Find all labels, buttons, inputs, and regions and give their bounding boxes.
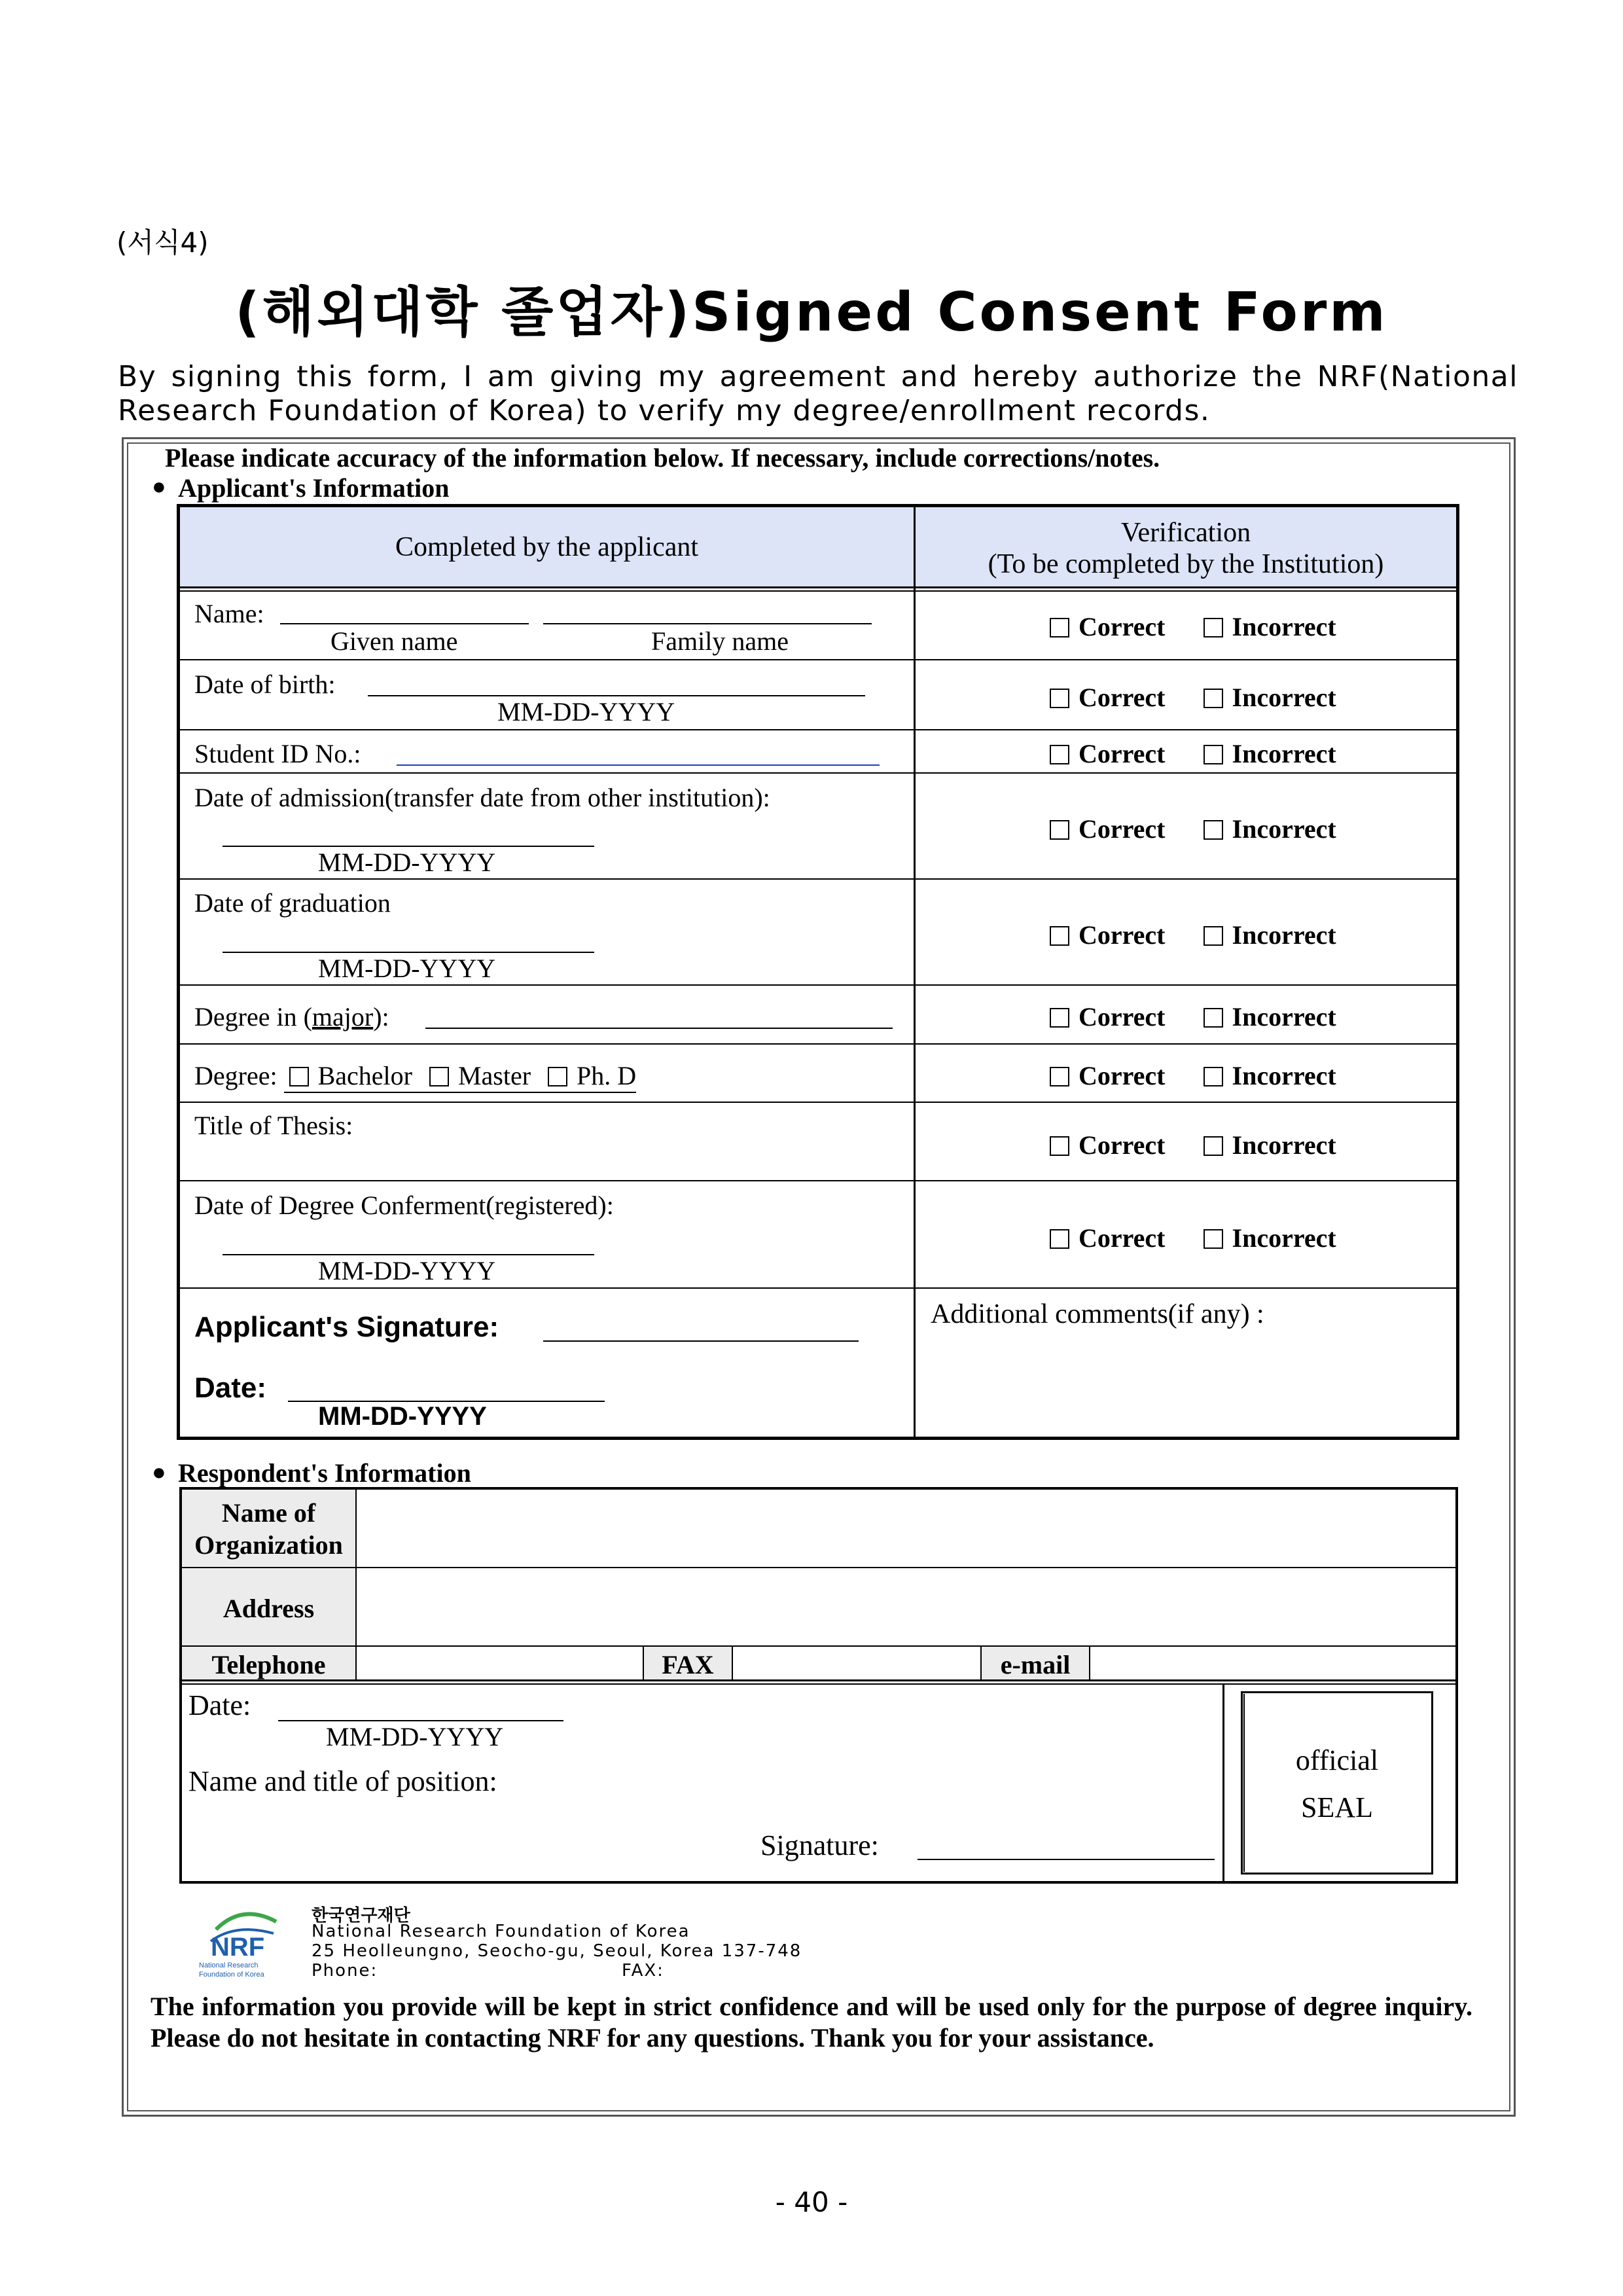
verify-admission — [1050, 814, 1336, 844]
major-field[interactable] — [425, 1028, 893, 1029]
correct-checkbox[interactable] — [1050, 689, 1069, 708]
col-header-verification: Verification — [1120, 518, 1251, 548]
table-divider — [182, 1679, 1455, 1681]
incorrect-label: Incorrect — [1232, 1002, 1336, 1031]
nrf-logo-text: NRF — [211, 1933, 265, 1962]
table-divider — [180, 590, 1456, 592]
applicant-date-hint: MM-DD-YYYY — [318, 1402, 487, 1431]
correct-checkbox[interactable] — [1050, 1008, 1069, 1028]
incorrect-checkbox[interactable] — [1204, 1229, 1223, 1249]
given-name-field[interactable] — [280, 623, 529, 624]
master-checkbox[interactable] — [429, 1067, 449, 1086]
incorrect-checkbox[interactable] — [1204, 820, 1223, 840]
table-divider — [180, 878, 1456, 880]
nrf-address: 25 Heolleungno, Seocho-gu, Seoul, Korea 137-748 — [312, 1941, 802, 1961]
conferment-label: Date of Degree Conferment(registered): — [194, 1191, 614, 1220]
dob-label: Date of birth: — [194, 670, 336, 699]
org-name-label: Name of — [221, 1498, 316, 1528]
respondent-date-label: Date: — [188, 1689, 251, 1721]
correct-label: Correct — [1079, 612, 1166, 641]
correct-checkbox[interactable] — [1050, 1067, 1069, 1086]
table-divider — [182, 1567, 1455, 1568]
verify-thesis — [1050, 1130, 1336, 1160]
respondent-signature-label: Signature: — [760, 1829, 879, 1861]
degree-row — [194, 1060, 636, 1091]
telephone-field[interactable] — [359, 1648, 640, 1678]
applicant-section-heading: Applicant's Information — [178, 473, 450, 503]
correct-label: Correct — [1079, 1223, 1166, 1253]
name-title-field[interactable] — [589, 1761, 1204, 1797]
master-label: Master — [457, 1061, 531, 1090]
incorrect-checkbox[interactable] — [1204, 618, 1223, 637]
verify-dob — [1050, 682, 1336, 713]
correct-label: Correct — [1079, 814, 1166, 844]
table-divider — [180, 1102, 1456, 1103]
major-label: Degree in (major): — [194, 1002, 389, 1031]
seal-box-inner-line — [1243, 1694, 1245, 1872]
org-name-field[interactable] — [359, 1492, 1453, 1564]
incorrect-checkbox[interactable] — [1204, 689, 1223, 708]
thesis-field[interactable] — [194, 1142, 901, 1175]
incorrect-label: Incorrect — [1232, 1130, 1336, 1160]
incorrect-label: Incorrect — [1232, 683, 1336, 712]
table-divider — [1222, 1683, 1224, 1881]
applicant-date-label: Date: — [194, 1372, 267, 1404]
incorrect-label: Incorrect — [1232, 814, 1336, 844]
email-field[interactable] — [1092, 1648, 1453, 1678]
table-divider — [180, 984, 1456, 986]
name-title-label: Name and title of position: — [188, 1765, 497, 1797]
table-divider — [180, 1287, 1456, 1289]
graduation-hint: MM-DD-YYYY — [318, 954, 496, 983]
correct-label: Correct — [1079, 920, 1166, 950]
admission-label: Date of admission(transfer date from other institution): — [194, 783, 770, 812]
correct-label: Correct — [1079, 1002, 1166, 1031]
verify-conferment — [1050, 1223, 1336, 1253]
email-label: e-mail — [1000, 1650, 1071, 1679]
table-divider — [1089, 1645, 1090, 1681]
correct-label: Correct — [1079, 1130, 1166, 1160]
nrf-logo-subtext-2: Foundation of Korea — [199, 1971, 264, 1979]
incorrect-label: Incorrect — [1232, 1061, 1336, 1090]
table-divider — [914, 507, 916, 1437]
table-divider — [182, 1683, 1455, 1685]
address-label: Address — [223, 1594, 315, 1623]
comments-field[interactable] — [918, 1335, 1453, 1433]
verify-degree — [1050, 1060, 1336, 1091]
incorrect-label: Incorrect — [1232, 1223, 1336, 1253]
correct-checkbox[interactable] — [1050, 926, 1069, 946]
nrf-name-english: National Research Foundation of Korea — [312, 1922, 690, 1941]
correct-label: Correct — [1079, 739, 1166, 768]
correct-label: Correct — [1079, 1061, 1166, 1090]
incorrect-label: Incorrect — [1232, 920, 1336, 950]
thesis-label: Title of Thesis: — [194, 1111, 353, 1140]
incorrect-checkbox[interactable] — [1204, 1067, 1223, 1086]
bullet-icon: ● — [152, 1459, 166, 1485]
verify-student-id — [1050, 738, 1336, 769]
page-title: (해외대학 졸업자)Signed Consent Form — [235, 281, 1388, 344]
applicant-signature-field[interactable] — [543, 1340, 859, 1342]
table-divider — [180, 729, 1456, 730]
incorrect-checkbox[interactable] — [1204, 1136, 1223, 1156]
respondent-section-heading: Respondent's Information — [178, 1458, 471, 1488]
bachelor-checkbox[interactable] — [289, 1067, 309, 1086]
col-header-verification-note: (To be completed by the Institution) — [988, 549, 1384, 579]
nrf-phone-label: Phone: — [312, 1961, 378, 1981]
phd-checkbox[interactable] — [548, 1067, 567, 1086]
verify-major — [1050, 1001, 1336, 1032]
degree-label: Degree: — [194, 1061, 277, 1090]
correct-checkbox[interactable] — [1050, 1136, 1069, 1156]
family-name-hint: Family name — [651, 626, 789, 656]
nrf-logo — [196, 1905, 294, 1980]
applicant-signature-label: Applicant's Signature: — [194, 1311, 499, 1343]
official-seal-box[interactable] — [1241, 1691, 1433, 1874]
correct-label: Correct — [1079, 683, 1166, 712]
table-divider — [182, 1645, 1455, 1647]
respondent-date-hint: MM-DD-YYYY — [326, 1722, 504, 1751]
student-id-field[interactable] — [397, 764, 880, 766]
name-label: Name: — [194, 599, 264, 628]
seal-label-2: SEAL — [1301, 1791, 1373, 1823]
bachelor-label: Bachelor — [317, 1061, 412, 1090]
incorrect-label: Incorrect — [1232, 612, 1336, 641]
incorrect-label: Incorrect — [1232, 739, 1336, 768]
table-divider — [180, 1180, 1456, 1181]
table-divider — [355, 1490, 357, 1681]
form-number: (서식4) — [116, 226, 209, 259]
correct-checkbox[interactable] — [1050, 820, 1069, 840]
fax-field[interactable] — [734, 1648, 978, 1678]
instruction-text: Please indicate accuracy of the information below. If necessary, include corrections/notes. — [165, 443, 1160, 473]
verify-graduation — [1050, 920, 1336, 950]
comments-label: Additional comments(if any) : — [931, 1299, 1264, 1329]
page-number: - 40 - — [775, 2186, 848, 2218]
table-divider — [180, 1043, 1456, 1045]
table-divider — [180, 659, 1456, 660]
admission-hint: MM-DD-YYYY — [318, 848, 496, 877]
confidentiality-note: The information you provide will be kept in strict confidence and will be used only for the purpose of degree inquiry. Please do not hesitate in contacting NRF for any questions. Thank you for your assistance. — [151, 1992, 1472, 2053]
seal-label: official — [1295, 1744, 1379, 1776]
nrf-fax-label: FAX: — [622, 1961, 664, 1981]
incorrect-checkbox[interactable] — [1204, 745, 1223, 764]
correct-checkbox[interactable] — [1050, 745, 1069, 764]
dob-hint: MM-DD-YYYY — [497, 697, 675, 726]
fax-label: FAX — [662, 1650, 714, 1679]
bullet-icon: ● — [152, 473, 166, 499]
telephone-label: Telephone — [211, 1650, 326, 1679]
respondent-signature-field[interactable] — [918, 1859, 1215, 1860]
org-name-label-2: Organization — [194, 1530, 343, 1560]
verify-name — [1050, 611, 1336, 642]
conferment-hint: MM-DD-YYYY — [318, 1256, 496, 1285]
table-divider — [180, 772, 1456, 774]
col-header-applicant: Completed by the applicant — [395, 532, 699, 562]
given-name-hint: Given name — [330, 626, 458, 656]
table-divider — [180, 586, 1456, 588]
table-divider — [732, 1645, 733, 1681]
family-name-field[interactable] — [543, 623, 872, 624]
nrf-logo-subtext: National Research — [199, 1962, 259, 1969]
nrf-name-korean: 한국연구재단 — [312, 1906, 410, 1926]
graduation-label: Date of graduation — [194, 888, 391, 918]
incorrect-checkbox[interactable] — [1204, 926, 1223, 946]
intro-text: By signing this form, I am giving my agreement and hereby authorize the NRF(National Research Foundation of Korea) to verify my degree/enrollment records. — [118, 360, 1518, 427]
correct-checkbox[interactable] — [1050, 1229, 1069, 1249]
correct-checkbox[interactable] — [1050, 618, 1069, 637]
incorrect-checkbox[interactable] — [1204, 1008, 1223, 1028]
student-id-label: Student ID No.: — [194, 739, 361, 768]
address-field[interactable] — [359, 1571, 1453, 1643]
phd-label: Ph. D — [577, 1061, 637, 1090]
